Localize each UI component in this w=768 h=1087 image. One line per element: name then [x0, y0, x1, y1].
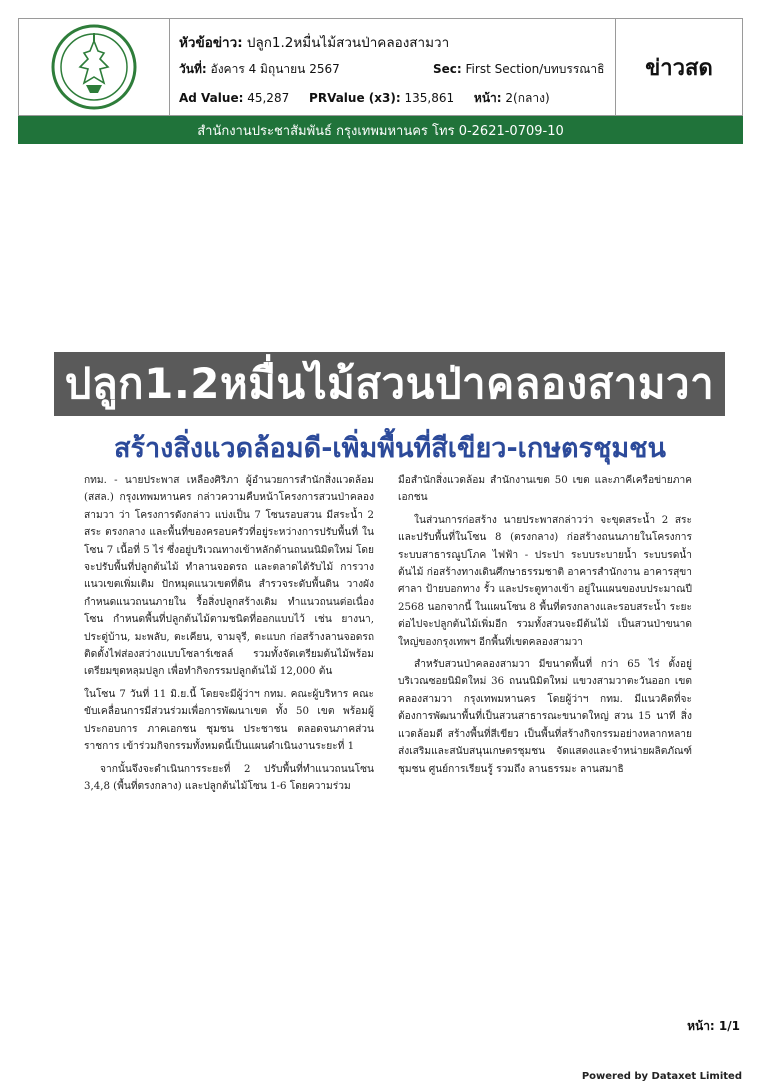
- article-headline: ปลูก1.2หมื่นไม้สวนป่าคลองสามวา: [64, 359, 715, 408]
- contact-banner: สำนักงานประชาสัมพันธ์ กรุงเทพมหานคร โทร 0-2621-0709-10: [18, 116, 743, 144]
- date-row: [179, 60, 605, 79]
- pr-value: 135,861: [404, 91, 455, 105]
- powered-by: Powered by Dataxet Limited: [581, 1071, 742, 1082]
- date-label: วันที่:: [179, 62, 207, 76]
- headline-value: ปลูก1.2หมื่นไม้สวนป่าคลองสามวา: [246, 35, 450, 51]
- page-counter: หน้า: 1/1: [687, 1019, 740, 1033]
- article-paragraph: สำหรับสวนป่าคลองสามวา มีขนาดพื้นที่ กว่า 65 ไร่ ตั้งอยู่บริเวณซอยนิมิตใหม่ 36 ถนนนิมิตใหม่ แขวงสามวาตะวันออก เขตคลองสามวา กรุงเทพมหานคร โดยผู้ว่าฯ กทม. มีแนวคิดที่จะต้องการพัฒนาพื้นที่เป็นสวนสาธารณะขนาดใหญ่ สวน 15 นาที สิ่งแวดล้อมดี สร้างพื้นที่สีเขียว เป็นพื้นที่สร้างกิจกรรมอย่างหลากหลาย ส่งเสริมและสนับสนุนเกษตรชุมชน จัดแสดงและจำหน่ายผลิตภัณฑ์ชุมชน ศูนย์การเรียนรู้ รวมถึง ลานธรรมะ ลานสมาธิ: [398, 659, 692, 775]
- article-paragraph: จากนั้นจึงจะดำเนินการระยะที่ 2 ปรับพื้นที่ทำแนวถนนโซน 3,4,8 (พื้นที่ตรงกลาง) และปลูกต้นไม้โซน 1-6 โดยความร่วม: [84, 763, 374, 792]
- section-label: Sec:: [433, 62, 462, 76]
- article-paragraph: มือสำนักสิ่งแวดล้อม สำนักงานเขต 50 เขต และภาคีเครือข่ายภาคเอกชน: [398, 475, 692, 504]
- section-value: First Section/บทบรรณาธิ: [465, 62, 605, 76]
- article-paragraph: ในส่วนการก่อสร้าง นายประพาสกล่าวว่า จะขุดสระน้ำ 2 สระ และปรับพื้นที่ในโซน 8 (ตรงกลาง) ก่อสร้างถนนภายในโครงการ ระบบสาธารณูปโภค ไฟฟ้า - ประปา ระบบระบายน้ำ ระบบรดน้ำต้นไม้ ก่อสร้างทางเดินศึกษาธรรมชาติ อาคารสำนักงาน อาคารสุขา ศาลา ป้ายบอกทาง รั้ว และประตูทางเข้า อยู่ในแผนของบประมาณปี 2568 นอกจากนี้ ในแผนโซน 8 พื้นที่ตรงกลางและรอบสระน้ำ ระยะต่อไปจะปลูกต้นไม้เพิ่มอีก รวมทั้งสวนจะมีต้นไม้ เป็นสวนป่าขนาดใหญ่ของกรุงเทพฯ อีกพื้นที่เขตคลองสามวา: [398, 514, 692, 648]
- article-paragraph: กทม. - นายประพาส เหลืองศิริภา ผู้อำนวยการสำนักสิ่งแวดล้อม (สสล.) กรุงเทพมหานคร กล่าวความคืบหน้าโครงการสวนป่าคลองสามวา ว่า โครงการดังกล่าว แบ่งเป็น 7 โซนรอบสวน มีสระน้ำ 2 สระ ตรงกลาง และพื้นที่ของครอบครัวที่อยู่ระหว่างการปรับพื้นที่ ในโซน 7 เนื้อที่ 5 ไร่ ซึ่งอยู่บริเวณทางเข้าหลักด้านถนนนิมิตใหม่ โดยจะปรับพื้นที่ปลูกต้นไม้ ทำลานจอดรถ และตลาดได้รับไม้ การวางแนวเขตเพิ่มเติม ปักหมุดแนวเขตที่ดิน สำรวจระดับพื้นดิน วางผังกำหนดแนวถนนภายใน รื้อสิ่งปลูกสร้างเดิม ทำแนวถนนต่อเนื่องโซน กำหนดพื้นที่ปลูกต้นไม้ตามชนิดที่ออกแบบไว้ เช่น ยางนา, ประดู่บ้าน, มะพลับ, ตะเคียน, จามจุรี, ตะแบก ก่อสร้างลานจอดรถติดตั้งไฟส่องสว่างแบบโซลาร์เซลล์ รวมทั้งจัดเตรียมต้นไม้พร้อมเตรียมขุดหลุมปลูก เพื่อทำกิจกรรมปลูกต้นไม้ 12,000 ต้น: [84, 475, 374, 678]
- bma-logo: [19, 19, 170, 115]
- page-label: หน้า:: [473, 91, 502, 105]
- ad-value: 45,287: [247, 91, 290, 105]
- clipping-header: [18, 18, 743, 116]
- section-field: [433, 60, 604, 79]
- article-column-left: [84, 472, 374, 800]
- bma-seal-icon: [50, 23, 138, 111]
- date-value: อังคาร 4 มิถุนายน 2567: [210, 62, 340, 76]
- article-headline-box: [54, 352, 725, 416]
- ad-value-label: Ad Value:: [179, 91, 244, 105]
- page-value: 2(กลาง): [505, 91, 550, 105]
- news-type-badge: ข่าวสด: [615, 19, 742, 115]
- article-subheadline: สร้างสิ่งแวดล้อมดี-เพิ่มพื้นที่สีเขียว-เกษตรชุมชน: [114, 433, 666, 464]
- article-paragraph: ในโซน 7 วันที่ 11 มิ.ย.นี้ โดยจะมีผู้ว่าฯ กทม. คณะผู้บริหาร คณะขับเคลื่อนการมีส่วนร่วมเพื่อการพัฒนาเขต ทั้ง 50 เขต พร้อมผู้ประกอบการ ภาคเอกชน ชุมชน ประชาชน ตลอดจนภาคส่วนราชการ เข้าร่วมกิจกรรมทั้งหมดนี้เป็นแผนดำเนินงานระยะที่ 1: [84, 688, 374, 753]
- clipping-metadata: [179, 19, 614, 115]
- headline-row: [179, 31, 449, 53]
- value-row: [179, 89, 550, 108]
- headline-label: หัวข้อข่าว:: [179, 35, 243, 51]
- pr-value-label: PRValue (x3):: [309, 91, 401, 105]
- article-column-right: [398, 472, 692, 783]
